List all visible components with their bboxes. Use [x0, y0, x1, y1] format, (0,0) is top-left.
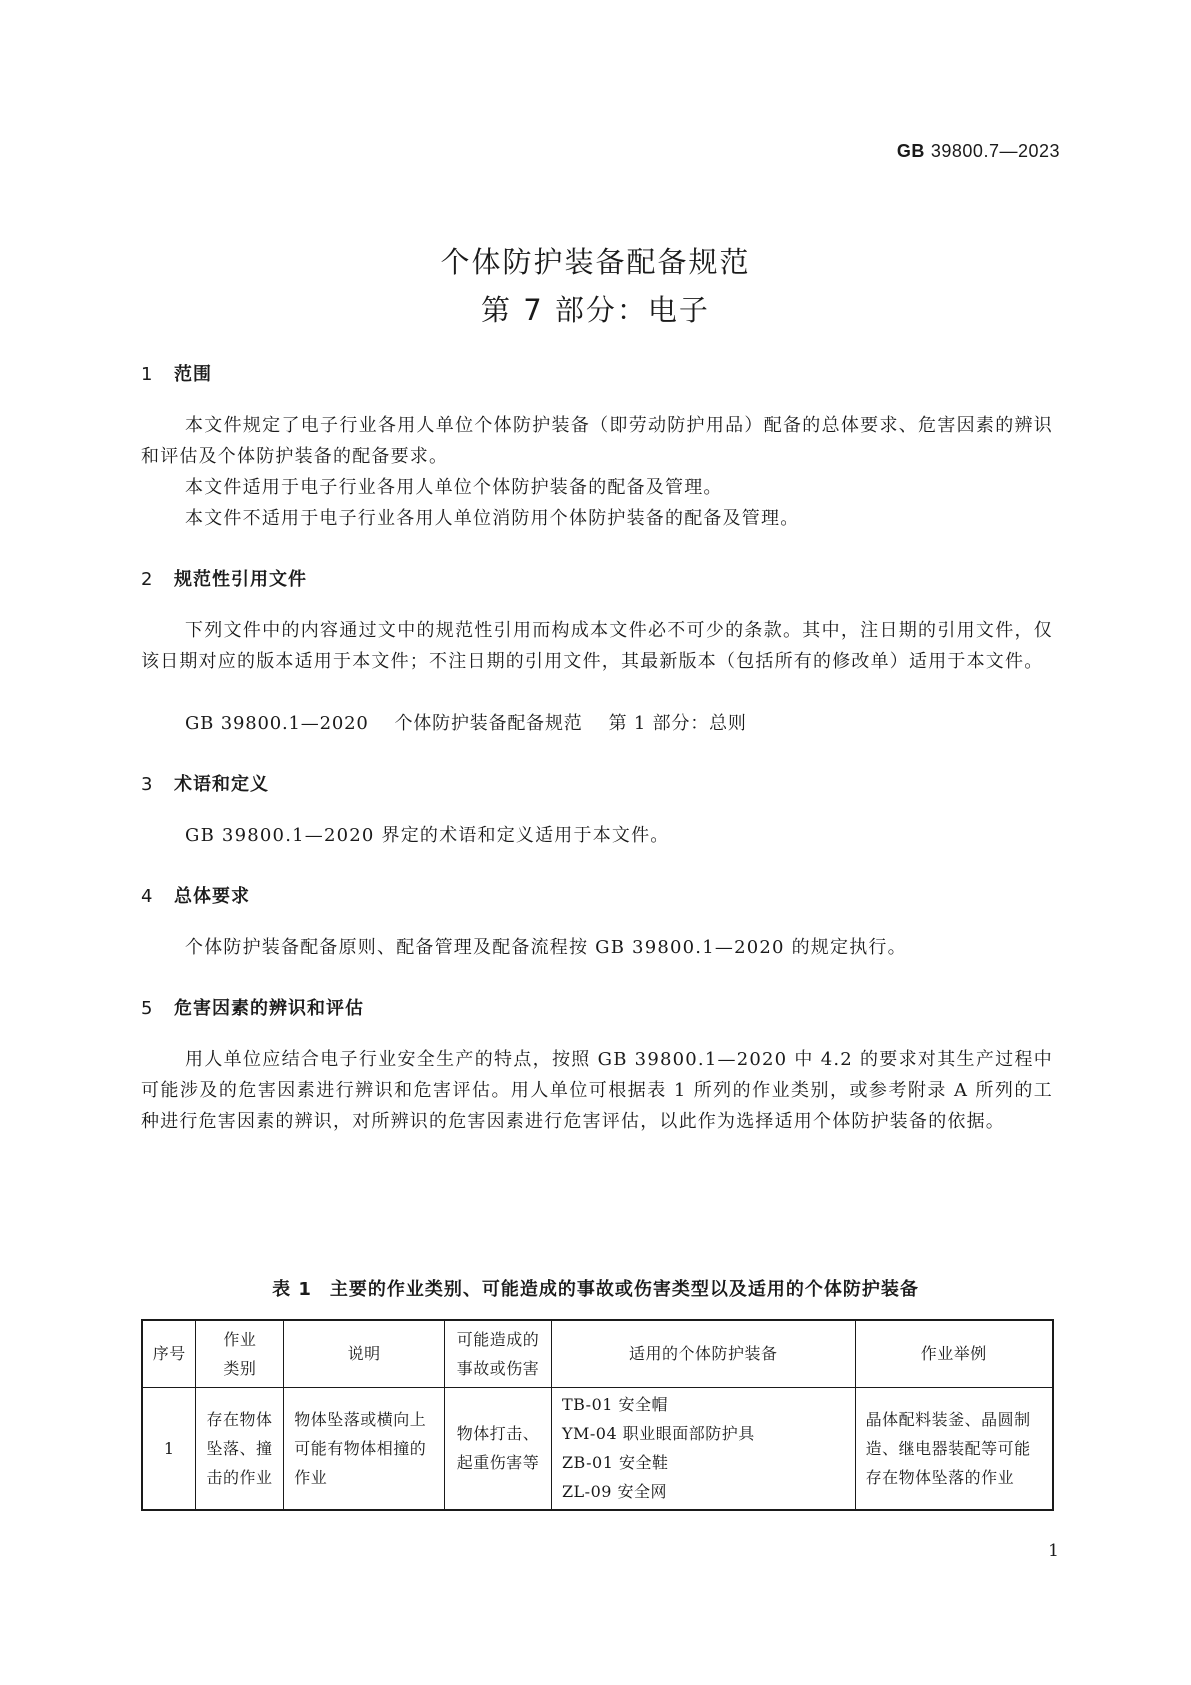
section-5-heading [141, 994, 364, 1020]
section-2-heading [141, 565, 307, 591]
cell-desc: 物体坠落或横向上可能有物体相撞的作业 [284, 1387, 445, 1510]
section-title: 危害因素的辨识和评估 [174, 998, 364, 1019]
section-1-para-2: 本文件适用于电子行业各用人单位个体防护装备的配备及管理。 [185, 477, 723, 498]
section-title: 总体要求 [174, 886, 250, 907]
ppe-item: YM-04 职业眼面部防护具 [561, 1424, 755, 1444]
cell-seq: 1 [142, 1387, 196, 1510]
header-category-line-1: 作业 [223, 1329, 257, 1349]
section-number: 4 [141, 886, 154, 907]
section-2-para-1: 下列文件中的内容通过文中的规范性引用而构成本文件必不可少的条款。其中，注日期的引用文件，仅该日期对应的版本适用于本文件；不注日期的引用文件，其最新版本（包括所有的修改单）适用于本文件。 [141, 620, 1053, 672]
reference-code: GB 39800.1—2020 [185, 713, 369, 734]
header-harm-line-1: 可能造成的 [456, 1329, 540, 1349]
standard-number [897, 141, 1060, 162]
section-title: 术语和定义 [174, 774, 269, 795]
header-example: 作业举例 [855, 1320, 1053, 1387]
page-number: 1 [1048, 1541, 1059, 1561]
section-4-heading [141, 882, 250, 908]
normative-reference [141, 708, 1053, 739]
table-caption [0, 1275, 1191, 1301]
section-title: 规范性引用文件 [174, 569, 307, 590]
section-4-para-1: 个体防护装备配备原则、配备管理及配备流程按 GB 39800.1—2020 的规定执行。 [185, 937, 907, 958]
section-number: 1 [141, 364, 154, 385]
section-3-para-1: GB 39800.1—2020 界定的术语和定义适用于本文件。 [185, 825, 670, 846]
section-1-para-3: 本文件不适用于电子行业各用人单位消防用个体防护装备的配备及管理。 [185, 508, 800, 529]
section-number: 5 [141, 998, 154, 1019]
section-1-heading [141, 360, 212, 386]
table-caption-text: 主要的作业类别、可能造成的事故或伤害类型以及适用的个体防护装备 [329, 1279, 919, 1300]
table-row [142, 1387, 1053, 1510]
header-category-line-2: 类别 [223, 1358, 257, 1378]
header-category [196, 1320, 284, 1387]
standard-code: 39800.7—2023 [930, 141, 1060, 161]
header-harm [445, 1320, 552, 1387]
reference-title-a: 个体防护装备配备规范 [394, 713, 583, 734]
section-number: 3 [141, 774, 154, 795]
header-harm-line-2: 事故或伤害 [456, 1358, 540, 1378]
section-title: 范围 [174, 364, 212, 385]
document-title: 个体防护装备配备规范 [440, 245, 751, 279]
section-1-para-1: 本文件规定了电子行业各用人单位个体防护装备（即劳动防护用品）配备的总体要求、危害因素的辨识和评估及个体防护装备的配备要求。 [141, 415, 1053, 467]
ppe-item: TB-01 安全帽 [561, 1395, 669, 1415]
standard-prefix: GB [896, 141, 925, 161]
table-header-row [142, 1320, 1053, 1387]
section-3-heading [141, 770, 269, 796]
document-subtitle: 第 7 部分：电子 [481, 293, 710, 327]
header-seq: 序号 [142, 1320, 196, 1387]
section-5-para-1: 用人单位应结合电子行业安全生产的特点，按照 GB 39800.1—2020 中 4.2 的要求对其生产过程中可能涉及的危害因素进行辨识和危害评估。用人单位可根据表 1 所列的作业类别，或参考附录 A 所列的工种进行危害因素的辨识，对所辨识的危害因素进行危害评估，以此作为选择适用个体防护装备的依据。 [141, 1049, 1053, 1132]
header-ppe: 适用的个体防护装备 [551, 1320, 855, 1387]
ppe-table [141, 1319, 1054, 1511]
cell-harm: 物体打击、起重伤害等 [445, 1387, 552, 1510]
section-number: 2 [141, 569, 154, 590]
cell-example: 晶体配料装釜、晶圆制造、继电器装配等可能存在物体坠落的作业 [855, 1387, 1053, 1510]
ppe-item: ZB-01 安全鞋 [561, 1453, 669, 1473]
cell-ppe [551, 1387, 855, 1510]
reference-title-b: 第 1 部分：总则 [608, 713, 747, 734]
table-caption-label: 表 1 [272, 1279, 312, 1300]
header-desc: 说明 [284, 1320, 445, 1387]
cell-category: 存在物体坠落、撞击的作业 [196, 1387, 284, 1510]
ppe-item: ZL-09 安全网 [561, 1482, 668, 1502]
